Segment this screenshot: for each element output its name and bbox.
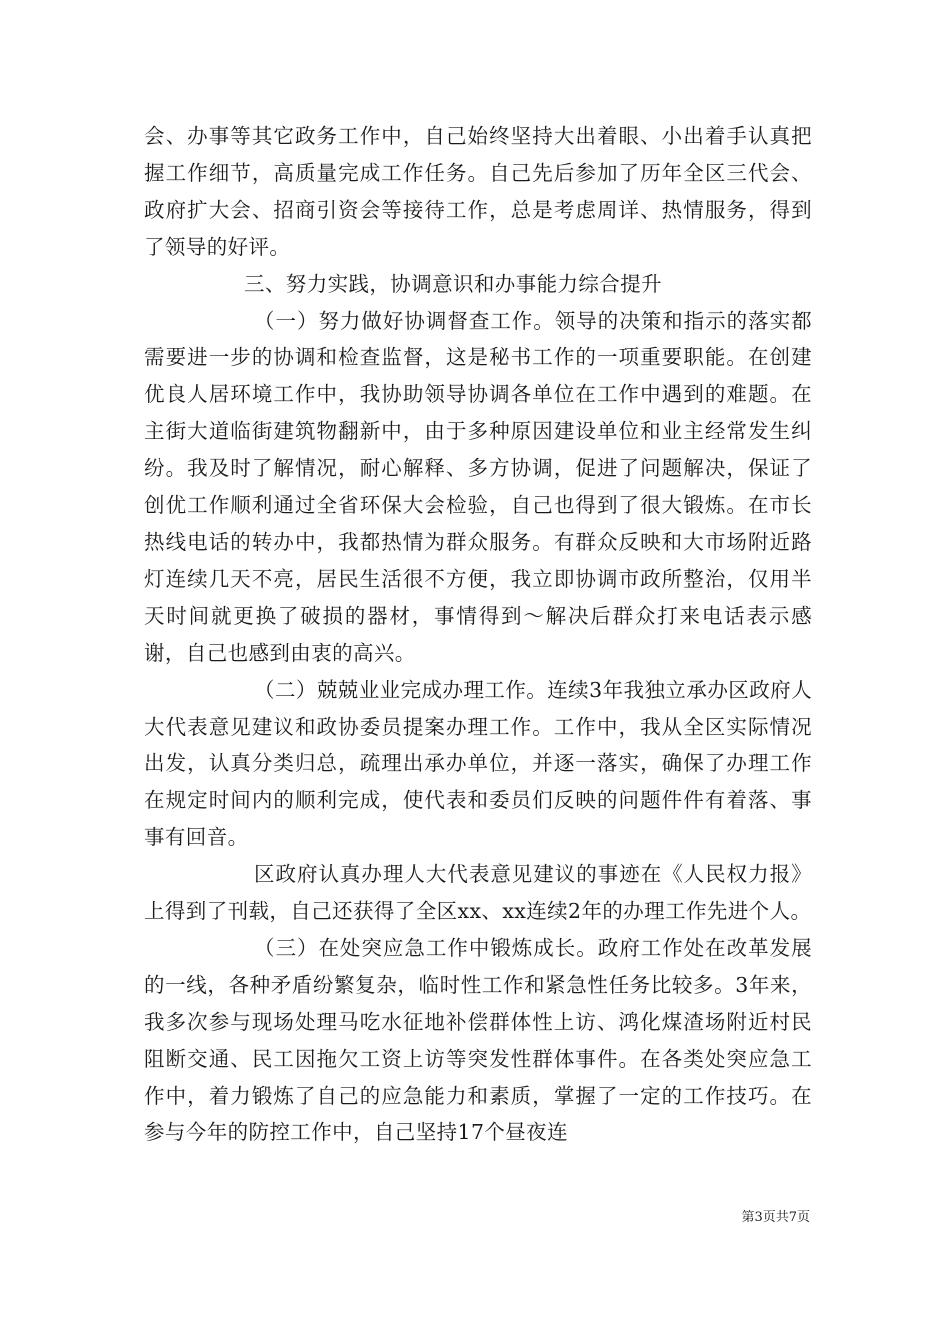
page-number: 第3页共7页 — [741, 1210, 810, 1225]
paragraph-handling: （二）兢兢业业完成办理工作。连续3年我独立承办区政府人大代表意见建议和政协委员提案办理工作。工作中，我从全区实际情况出发，认真分类归总，疏理出承办单位，并逐一落实，确保了办理工作在规定时间内的顺利完成，使代表和委员们反映的问题件件有着落、事事有回音。 — [144, 677, 812, 850]
paragraph-publication: 区政府认真办理人大代表意见建议的事迹在《人民权力报》上得到了刊载，自己还获得了全区xx、xx连续2年的办理工作先进个人。 — [144, 862, 812, 924]
document-body — [144, 118, 812, 1151]
paragraph-emergency: （三）在处突应急工作中锻炼成长。政府工作处在改革发展的一线，各种矛盾纷繁复杂，临时性工作和紧急性任务比较多。3年来，我多次参与现场处理马吃水征地补偿群体性上访、鸿化煤渣场附近村民阻断交通、民工因拖欠工资上访等突发性群体事件。在各类处突应急工作中，着力锻炼了自己的应急能力和素质，掌握了一定的工作技巧。在参与今年的防控工作中，自己坚持17个昼夜连 — [144, 935, 812, 1145]
paragraph-coordination: （一）努力做好协调督查工作。领导的决策和指示的落实都需要进一步的协调和检查监督，这是秘书工作的一项重要职能。在创建优良人居环境工作中，我协助领导协调各单位在工作中遇到的难题。在主街大道临街建筑物翻新中，由于多种原因建设单位和业主经常发生纠纷。我及时了解情况，耐心解释、多方协调，促进了问题解决，保证了创优工作顺利通过全省环保大会检验，自己也得到了很大锻炼。在市长热线电话的转办中，我都热情为群众服务。有群众反映和大市场附近路灯连续几天不亮，居民生活很不方便，我立即协调市政所整治，仅用半天时间就更换了破损的器材，事情得到～解决后群众打来电话表示感谢，自己也感到由衷的高兴。 — [144, 308, 812, 665]
paragraph-continuation: 会、办事等其它政务工作中，自己始终坚持大出着眼、小出着手认真把握工作细节，高质量完成工作任务。自己先后参加了历年全区三代会、政府扩大会、招商引资会等接待工作，总是考虑周详、热情服务，得到了领导的好评。 — [144, 124, 812, 259]
section-heading: 三、努力实践，协调意识和办事能力综合提升 — [244, 271, 662, 296]
